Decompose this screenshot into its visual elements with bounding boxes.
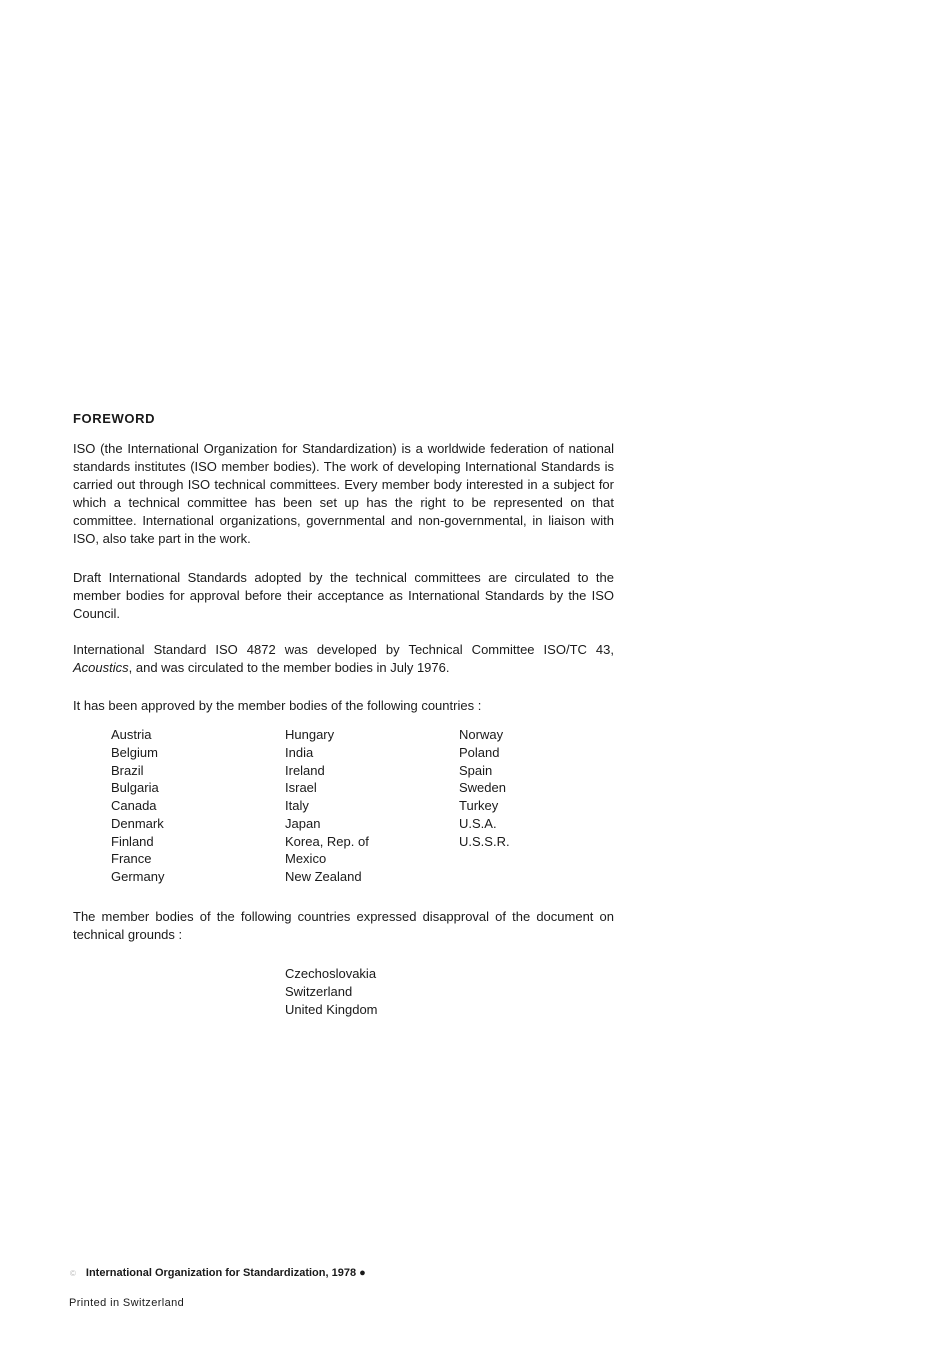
country-list-item: United Kingdom xyxy=(285,1001,378,1017)
country-list-item: Brazil xyxy=(111,762,144,778)
country-list-item: Belgium xyxy=(111,744,158,760)
foreword-paragraph-development xyxy=(73,641,614,677)
country-list-item: Japan xyxy=(285,815,321,831)
country-list-item: Korea, Rep. of xyxy=(285,833,369,849)
foreword-paragraph-approval: It has been approved by the member bodies of the following countries : xyxy=(73,698,482,713)
copyright-symbol: © xyxy=(70,1269,76,1278)
committee-name: Acoustics xyxy=(73,660,129,675)
foreword-paragraph-iso-description: ISO (the International Organization for Standardization) is a worldwide federation of national standards institutes (ISO member bodies). The work of developing International Standards is carried out through ISO technical committees. Every member body interested in a subject for which a technical committee has been set up has the right to be represented on that committee. International organizations, governmental and non-governmental, in liaison with ISO, also take part in the work. xyxy=(73,441,614,546)
development-text-suffix: , and was circulated to the member bodies in July 1976. xyxy=(128,660,450,675)
country-list-item: Turkey xyxy=(459,798,499,813)
country-list-item: Spain xyxy=(459,762,493,778)
country-list-item: Austria xyxy=(111,727,152,742)
printed-in-notice: Printed in Switzerland xyxy=(69,1297,185,1309)
country-list-item: Finland xyxy=(111,833,154,849)
country-list-item: Norway xyxy=(459,727,504,742)
development-text-prefix: International Standard ISO 4872 was developed by Technical Committee ISO/TC 43, xyxy=(73,642,614,657)
country-list-item: U.S.S.R. xyxy=(459,833,510,849)
country-list-item: France xyxy=(111,851,152,867)
country-list-item: Denmark xyxy=(111,815,164,831)
country-list-item: Mexico xyxy=(285,851,327,867)
country-list-item: Sweden xyxy=(459,780,506,796)
approving-countries-column-2 xyxy=(285,726,369,886)
disapproving-countries-list xyxy=(285,965,378,1018)
country-list-item: Israel xyxy=(285,780,317,796)
approving-countries-column-1 xyxy=(111,726,164,886)
country-list-item: Germany xyxy=(111,869,165,884)
country-list-item: India xyxy=(285,744,314,760)
country-list-item: Poland xyxy=(459,744,500,760)
country-list-item: Ireland xyxy=(285,762,325,778)
country-list-item: New Zealand xyxy=(285,869,362,884)
country-list-item: Canada xyxy=(111,798,157,813)
country-list-item: Bulgaria xyxy=(111,780,159,796)
country-list-item: Hungary xyxy=(285,727,335,742)
country-list-item: Czechoslovakia xyxy=(285,966,377,981)
foreword-paragraph-disapproval: The member bodies of the following countries expressed disapproval of the document on technical grounds : xyxy=(73,909,614,942)
country-list-item: Switzerland xyxy=(285,983,353,999)
country-list-item: U.S.A. xyxy=(459,815,497,831)
approving-countries-column-3 xyxy=(459,726,510,850)
foreword-paragraph-draft-standards: Draft International Standards adopted by the technical committees are circulated to the member bodies for approval before their acceptance as International Standards by the ISO Council. xyxy=(73,570,614,621)
country-list-item: Italy xyxy=(285,798,309,813)
foreword-heading: FOREWORD xyxy=(73,411,156,426)
copyright-notice xyxy=(70,1267,366,1279)
copyright-text: International Organization for Standardization, 1978 ● xyxy=(85,1267,366,1279)
